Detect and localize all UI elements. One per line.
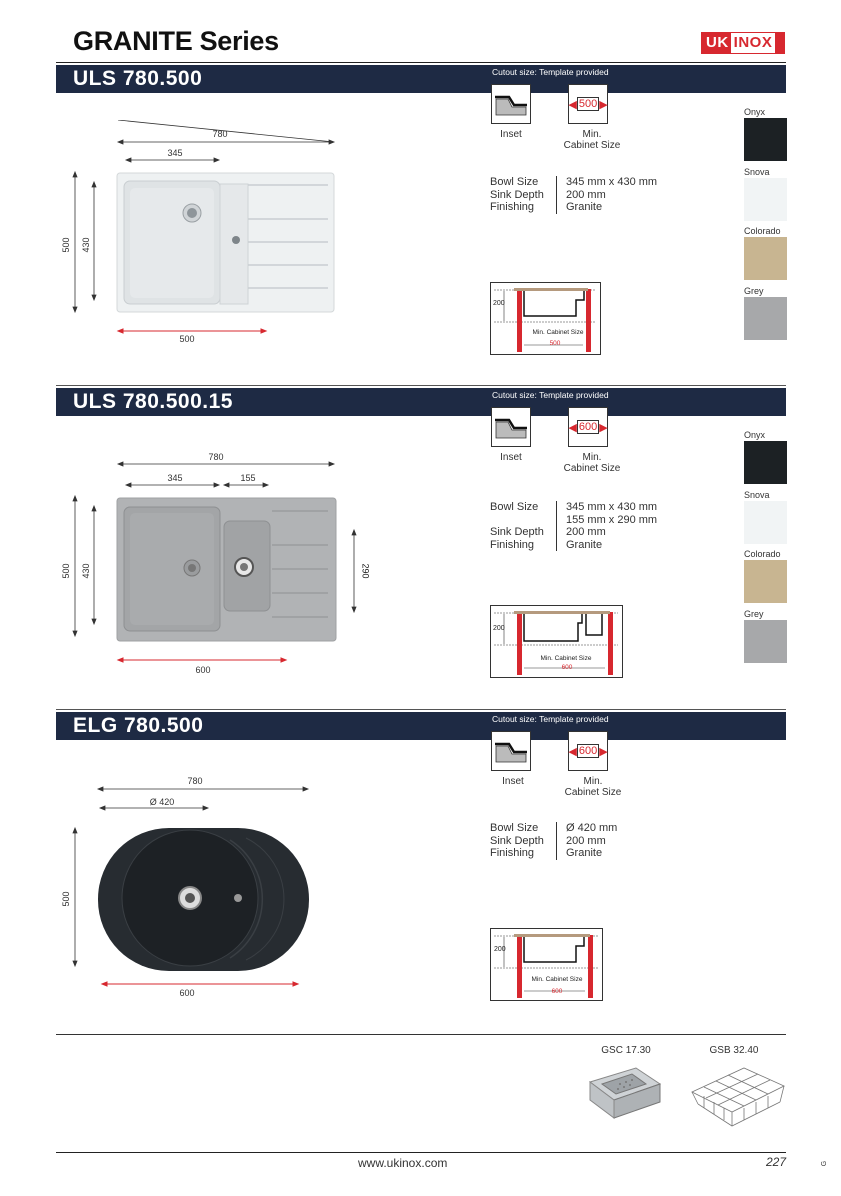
spec-values	[566, 176, 696, 214]
spec-values	[566, 501, 696, 551]
spec-value: 200 mm	[566, 834, 606, 847]
spec-key: Sink Depth	[490, 834, 544, 847]
header-rule	[56, 62, 786, 63]
install-depth: 200	[493, 300, 505, 307]
dim-cabinet: 600	[195, 665, 211, 675]
color-name: Onyx	[744, 107, 766, 117]
inset-icon	[491, 84, 531, 124]
min-cabinet-value: 600	[578, 745, 598, 757]
swatch-snova	[744, 501, 787, 544]
model-title: ULS 780.500.15	[73, 390, 233, 413]
dim-bowl: 345	[167, 148, 183, 158]
dim-height: 500	[61, 891, 71, 907]
logo-uk: UK	[706, 34, 729, 51]
spec-value: Granite	[566, 538, 603, 551]
spec-value: Granite	[566, 847, 603, 859]
spec-keys	[490, 501, 560, 551]
spec-key	[490, 514, 560, 527]
dim-bowl: 345	[167, 473, 183, 483]
color-name: Grey	[744, 609, 764, 619]
swatch-colorado	[744, 560, 787, 603]
cutout-note: Cutout size: Template provided	[492, 67, 609, 77]
dim-inner: 430	[81, 563, 91, 579]
inset-icon	[491, 731, 531, 771]
dim-height: 500	[61, 237, 71, 253]
footer-rule	[56, 1152, 786, 1153]
section-separator	[56, 709, 786, 710]
inset-label: Inset	[500, 129, 522, 140]
cutout-note: Cutout size: Template provided	[492, 390, 609, 400]
model-title: ELG 780.500	[73, 714, 204, 737]
dim-width: 780	[187, 776, 203, 786]
website-url: www.ukinox.com	[358, 1156, 448, 1170]
dim-cabinet: 500	[179, 334, 195, 344]
min-cabinet-value: 500	[578, 98, 598, 110]
spec-key: Bowl Size	[490, 822, 539, 834]
spec-value: Granite	[566, 201, 603, 213]
install-value: 600	[561, 664, 573, 671]
section-separator	[56, 1034, 786, 1035]
install-depth: 200	[493, 625, 505, 632]
spec-key: Finishing	[490, 847, 535, 859]
section-separator	[56, 385, 786, 386]
page-title: GRANITE Series	[73, 26, 279, 56]
spec-keys	[490, 176, 560, 214]
min-cabinet-value: 600	[578, 421, 598, 433]
spec-values	[566, 822, 696, 860]
accessory-image-colander	[580, 1062, 664, 1134]
swatch-onyx	[744, 118, 787, 161]
color-name: Snova	[744, 490, 770, 500]
install-caption: Min. Cabinet Size	[531, 976, 583, 983]
cutout-note: Cutout size: Template provided	[492, 714, 609, 724]
inset-label: Inset	[502, 776, 524, 787]
accessory-name: GSB 32.40	[709, 1045, 759, 1056]
color-name: Snova	[744, 167, 770, 177]
install-caption: Min. Cabinet Size	[540, 655, 592, 662]
accessory-image-basket	[686, 1060, 790, 1136]
color-name: Colorado	[744, 226, 781, 236]
sink-image-uls-780-500-15	[116, 497, 338, 643]
spec-value: 345 mm x 430 mm	[566, 176, 658, 188]
section-band-elg-780-500	[56, 712, 786, 740]
spec-key: Bowl Size	[490, 176, 539, 188]
color-name: Onyx	[744, 430, 766, 440]
section-band-uls-780-500	[56, 65, 786, 93]
spec-key: Finishing	[490, 538, 535, 551]
dim-cabinet: 600	[179, 988, 195, 998]
min-cabinet-label: Min. Cabinet Size	[563, 129, 621, 151]
side-mark: G	[821, 1160, 829, 1167]
swatch-grey	[744, 620, 787, 663]
dim-side: 290	[360, 563, 371, 579]
install-value: 600	[551, 988, 563, 995]
sink-image-uls-780-500	[116, 172, 336, 314]
spec-divider	[556, 822, 557, 860]
inset-label: Inset	[500, 452, 522, 463]
swatch-onyx	[744, 441, 787, 484]
swatch-grey	[744, 297, 787, 340]
spec-keys	[490, 822, 560, 860]
accessory-name: GSC 17.30	[601, 1045, 651, 1056]
page-number: 227	[766, 1155, 787, 1169]
spec-key: Sink Depth	[490, 188, 544, 201]
spec-key: Finishing	[490, 201, 535, 213]
dim-bowl: Ø 420	[149, 797, 175, 807]
swatch-colorado	[744, 237, 787, 280]
dim-width: 780	[208, 452, 224, 462]
install-depth: 200	[494, 946, 506, 953]
dim-inner: 430	[81, 237, 91, 253]
inset-icon	[491, 407, 531, 447]
spec-value: 200 mm	[566, 188, 606, 201]
spec-value: Ø 420 mm	[566, 822, 618, 834]
model-title: ULS 780.500	[73, 67, 203, 90]
dim-width: 780	[212, 129, 228, 139]
dim-height: 500	[61, 563, 71, 579]
swatch-snova	[744, 178, 787, 221]
spec-divider	[556, 176, 557, 214]
spec-value: 200 mm	[566, 526, 606, 538]
install-value: 500	[549, 340, 561, 347]
spec-key: Bowl Size	[490, 501, 539, 513]
sink-image-elg-780-500	[96, 826, 312, 974]
dim-bowl2: 155	[240, 473, 256, 483]
brand-logo	[701, 32, 785, 54]
spec-value: 345 mm x 430 mm	[566, 501, 658, 513]
section-band-uls-780-500-15	[56, 388, 786, 416]
install-caption: Min. Cabinet Size	[532, 329, 584, 336]
spec-value: 155 mm x 290 mm	[566, 513, 658, 526]
logo-inox: INOX	[731, 33, 776, 53]
min-cabinet-label: Min. Cabinet Size	[564, 776, 622, 798]
min-cabinet-icon: ◀ 600 ▶	[568, 407, 608, 447]
min-cabinet-icon: ◀ 600 ▶	[568, 731, 608, 771]
min-cabinet-label: Min. Cabinet Size	[563, 452, 621, 474]
spec-divider	[556, 501, 557, 551]
color-name: Grey	[744, 286, 764, 296]
min-cabinet-icon: ◀ 500 ▶	[568, 84, 608, 124]
spec-key: Sink Depth	[490, 526, 544, 538]
color-name: Colorado	[744, 549, 781, 559]
